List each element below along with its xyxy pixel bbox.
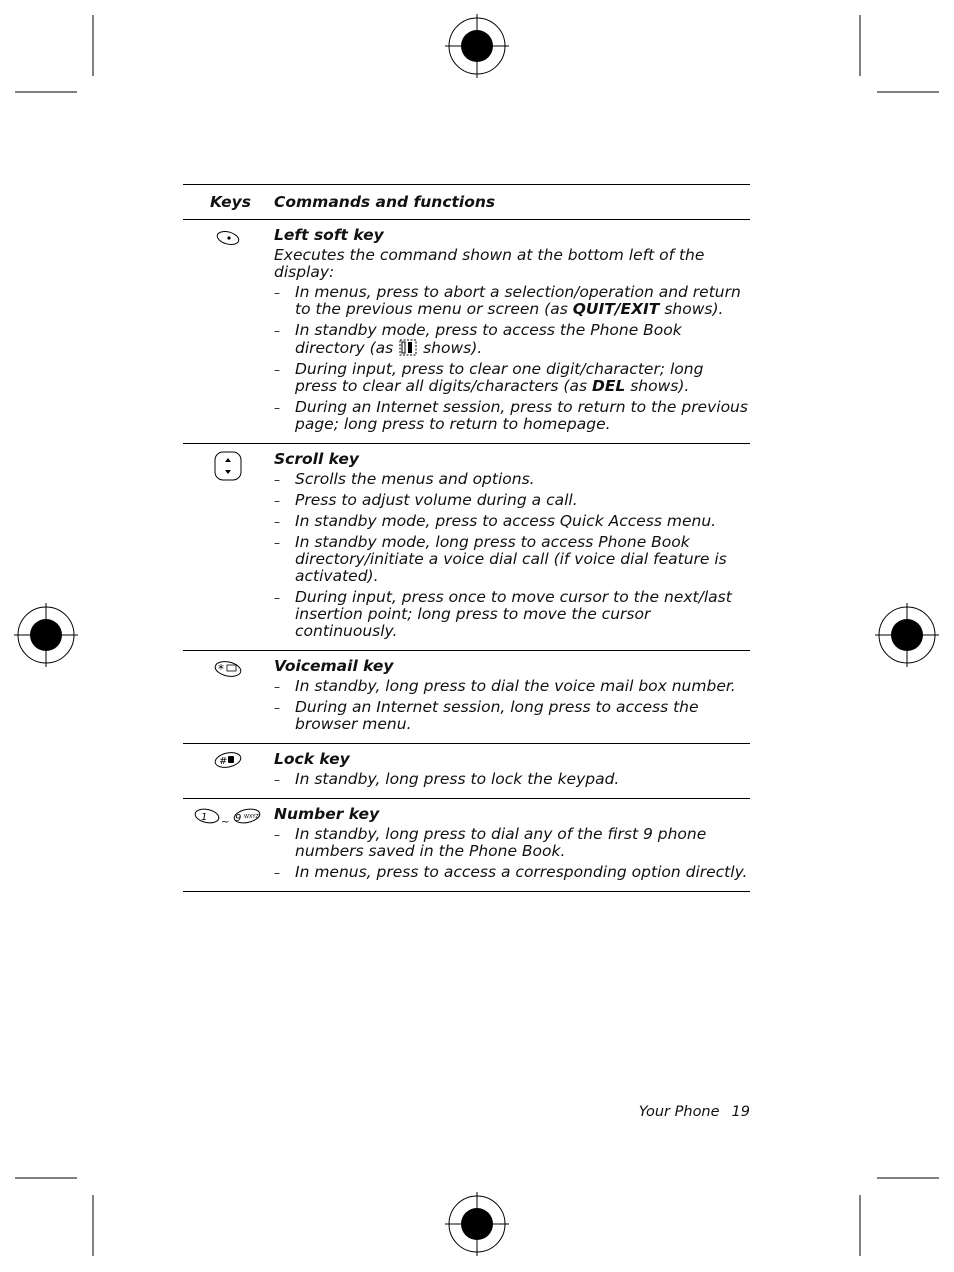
svg-text:WXYZ: WXYZ [244,814,259,820]
table-row [183,651,750,744]
key-description: Executes the command shown at the bottom left of the display: [274,246,705,281]
list-item: – During an Internet session, long press to access the browser menu. [274,699,750,733]
list-item: – During input, press to clear one digit/character; long press to clear all digits/characters (as DEL shows). [274,361,750,395]
list-item: – In standby mode, press to access Quick Access menu. [274,513,750,530]
svg-text:#: # [219,756,228,767]
list-item: – Scrolls the menus and options. [274,471,750,488]
table-row [183,444,750,651]
registration-mark-left [14,603,78,667]
list-item: – In standby mode, long press to access Phone Book directory/initiate a voice dial call (if voice dial feature is activated). [274,534,750,585]
list-item: – In standby, long press to dial the voice mail box number. [274,678,750,695]
list-item: – In standby, long press to lock the keypad. [274,771,750,788]
svg-text:~: ~ [221,817,230,828]
left-soft-key-icon [197,226,267,260]
keys-column-header: Keys [210,193,252,211]
voicemail-key-icon [197,657,267,691]
registration-mark-top [445,14,509,78]
registration-mark-bottom [445,1192,509,1256]
list-item: – Press to adjust volume during a call. [274,492,750,509]
table-row [183,220,750,444]
scroll-key-icon [197,450,267,484]
key-title: Number key [274,805,380,823]
list-item: – In standby, long press to dial any of the first 9 phone numbers saved in the Phone Book. [274,826,750,860]
page-number: 19 [731,1104,750,1120]
table-row [183,744,750,799]
commands-column-header: Commands and functions [274,193,496,211]
keys-table [183,184,750,892]
phonebook-icon [398,339,418,356]
list-item: – During an Internet session, press to return to the previous page; long press to return to homepage. [274,399,750,433]
list-item: – In menus, press to access a corresponding option directly. [274,864,750,881]
list-item: – In standby mode, press to access the Phone Book directory (as shows). [274,322,750,357]
lock-key-icon [197,750,267,784]
registration-mark-right [875,603,939,667]
table-row [183,799,750,892]
svg-text:1: 1 [201,812,208,823]
page-footer [639,1104,750,1120]
key-title: Scroll key [274,450,360,468]
footer-section: Your Phone [638,1104,720,1120]
key-title: Voicemail key [274,657,394,675]
table-header [183,185,750,220]
key-title: Lock key [274,750,350,768]
key-title: Left soft key [274,226,384,244]
number-keys-icon [193,805,263,839]
list-item: – During input, press once to move cursor to the next/last insertion point; long press to move the cursor continuously. [274,589,750,640]
svg-text:*: * [218,662,224,676]
list-item: – In menus, press to abort a selection/operation and return to the previous menu or screen (as QUIT/EXIT shows). [274,284,750,318]
svg-text:9: 9 [235,813,242,824]
